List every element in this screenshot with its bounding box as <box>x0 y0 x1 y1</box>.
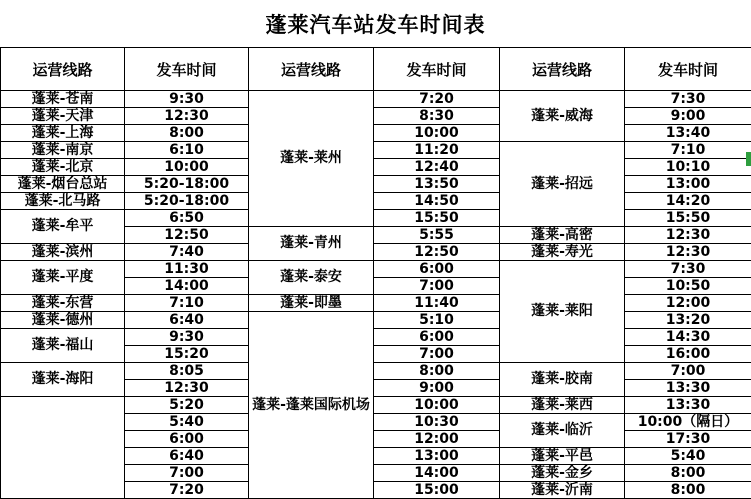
table-cell: 10:00（隔日） <box>625 414 751 431</box>
table-cell <box>1 397 125 499</box>
table-cell: 5:20-18:00 <box>125 176 249 193</box>
table-row <box>1 210 751 227</box>
table-cell: 12:30 <box>125 108 249 125</box>
table-cell: 蓬莱-上海 <box>1 125 125 142</box>
table-cell: 蓬莱-高密 <box>500 227 625 244</box>
table-cell: 7:20 <box>374 91 500 108</box>
table-cell: 14:30 <box>625 329 751 346</box>
table-cell: 10:00 <box>125 159 249 176</box>
table-cell: 10:00 <box>374 125 500 142</box>
table-cell: 蓬莱-莱州 <box>249 91 374 227</box>
table-cell: 13:30 <box>625 397 751 414</box>
table-cell: 12:30 <box>625 244 751 261</box>
table-cell: 6:00 <box>374 261 500 278</box>
table-cell: 15:20 <box>125 346 249 363</box>
table-cell: 蓬莱-德州 <box>1 312 125 329</box>
table-cell: 蓬莱-北马路 <box>1 193 125 210</box>
table-cell: 蓬莱-南京 <box>1 142 125 159</box>
table-row <box>1 193 751 210</box>
table-cell: 13:30 <box>625 380 751 397</box>
table-cell: 9:00 <box>374 380 500 397</box>
table-cell: 7:30 <box>625 261 751 278</box>
table-cell: 16:00 <box>625 346 751 363</box>
table-cell: 10:50 <box>625 278 751 295</box>
table-row <box>1 159 751 176</box>
table-cell: 14:00 <box>125 278 249 295</box>
table-cell: 蓬莱-泰安 <box>249 261 374 295</box>
table-row <box>1 397 751 414</box>
table-cell: 6:40 <box>125 312 249 329</box>
table-cell: 蓬莱-胶南 <box>500 363 625 397</box>
table-cell: 9:30 <box>125 91 249 108</box>
table-cell: 蓬莱-沂南 <box>500 482 625 499</box>
table-cell: 蓬莱-北京 <box>1 159 125 176</box>
table-cell: 15:00 <box>374 482 500 499</box>
table-cell: 蓬莱-莱西 <box>500 397 625 414</box>
table-cell: 13:00 <box>625 176 751 193</box>
table-row <box>1 329 751 346</box>
table-cell: 15:50 <box>374 210 500 227</box>
table-cell: 7:10 <box>125 295 249 312</box>
table-cell: 10:30 <box>374 414 500 431</box>
header-route-3: 运营线路 <box>500 48 625 91</box>
table-cell: 蓬莱-青州 <box>249 227 374 261</box>
table-cell: 12:00 <box>374 431 500 448</box>
table-cell: 12:40 <box>374 159 500 176</box>
table-cell: 8:05 <box>125 363 249 380</box>
table-cell: 14:20 <box>625 193 751 210</box>
table-cell: 7:00 <box>374 278 500 295</box>
table-cell: 8:00 <box>125 125 249 142</box>
table-cell: 6:00 <box>374 329 500 346</box>
table-cell: 13:20 <box>625 312 751 329</box>
table-cell: 7:20 <box>125 482 249 499</box>
table-row <box>1 125 751 142</box>
table-cell: 13:40 <box>625 125 751 142</box>
table-cell: 11:30 <box>125 261 249 278</box>
table-cell: 5:10 <box>374 312 500 329</box>
table-cell: 11:20 <box>374 142 500 159</box>
table-cell: 12:00 <box>625 295 751 312</box>
table-cell: 7:40 <box>125 244 249 261</box>
table-row <box>1 244 751 261</box>
table-cell: 蓬莱-烟台总站 <box>1 176 125 193</box>
table-cell: 6:00 <box>125 431 249 448</box>
table-cell: 13:00 <box>374 448 500 465</box>
table-cell: 17:30 <box>625 431 751 448</box>
timetable-body <box>1 91 751 499</box>
table-cell: 9:30 <box>125 329 249 346</box>
table-cell: 蓬莱-寿光 <box>500 244 625 261</box>
table-cell: 12:30 <box>625 227 751 244</box>
header-time-3: 发车时间 <box>625 48 751 91</box>
table-cell: 12:30 <box>125 380 249 397</box>
table-cell: 蓬莱-蓬莱国际机场 <box>249 312 374 499</box>
table-cell: 蓬莱-即墨 <box>249 295 374 312</box>
header-row <box>1 48 751 91</box>
cell-selection-marker <box>746 152 751 166</box>
table-cell: 8:00 <box>374 363 500 380</box>
table-cell: 蓬莱-金乡 <box>500 465 625 482</box>
header-route-1: 运营线路 <box>1 48 125 91</box>
table-cell: 蓬莱-平邑 <box>500 448 625 465</box>
table-cell: 12:50 <box>125 227 249 244</box>
table-cell: 5:20 <box>125 397 249 414</box>
table-row <box>1 176 751 193</box>
table-cell: 5:40 <box>125 414 249 431</box>
table-cell: 7:00 <box>374 346 500 363</box>
table-cell: 蓬莱-苍南 <box>1 91 125 108</box>
table-cell: 11:40 <box>374 295 500 312</box>
table-cell: 14:00 <box>374 465 500 482</box>
table-cell: 5:55 <box>374 227 500 244</box>
table-cell: 蓬莱-福山 <box>1 329 125 363</box>
table-cell: 14:50 <box>374 193 500 210</box>
table-row <box>1 363 751 380</box>
table-cell: 8:00 <box>625 465 751 482</box>
table-cell: 蓬莱-牟平 <box>1 210 125 244</box>
table-row <box>1 295 751 312</box>
table-cell: 蓬莱-招远 <box>500 142 625 227</box>
header-route-2: 运营线路 <box>249 48 374 91</box>
table-cell: 7:00 <box>625 363 751 380</box>
table-cell: 8:30 <box>374 108 500 125</box>
table-cell: 蓬莱-天津 <box>1 108 125 125</box>
table-cell: 15:50 <box>625 210 751 227</box>
table-row <box>1 91 751 108</box>
table-row <box>1 142 751 159</box>
table-cell: 6:10 <box>125 142 249 159</box>
table-cell: 10:10 <box>625 159 751 176</box>
table-cell: 12:50 <box>374 244 500 261</box>
table-cell: 13:50 <box>374 176 500 193</box>
table-cell: 蓬莱-莱阳 <box>500 261 625 363</box>
header-time-1: 发车时间 <box>125 48 249 91</box>
table-cell: 9:00 <box>625 108 751 125</box>
table-row <box>1 312 751 329</box>
header-time-2: 发车时间 <box>374 48 500 91</box>
table-cell: 7:10 <box>625 142 751 159</box>
table-cell: 7:30 <box>625 91 751 108</box>
table-cell: 5:40 <box>625 448 751 465</box>
table-cell: 蓬莱-威海 <box>500 91 625 142</box>
table-cell: 蓬莱-海阳 <box>1 363 125 397</box>
table-row <box>1 261 751 278</box>
departure-timetable <box>0 47 751 499</box>
page-title: 蓬莱汽车站发车时间表 <box>0 0 751 47</box>
table-cell: 蓬莱-东营 <box>1 295 125 312</box>
table-cell: 5:20-18:00 <box>125 193 249 210</box>
table-cell: 8:00 <box>625 482 751 499</box>
table-cell: 蓬莱-平度 <box>1 261 125 295</box>
table-cell: 7:00 <box>125 465 249 482</box>
table-cell: 蓬莱-滨州 <box>1 244 125 261</box>
table-cell: 蓬莱-临沂 <box>500 414 625 448</box>
table-cell: 6:40 <box>125 448 249 465</box>
table-row <box>1 108 751 125</box>
table-cell: 6:50 <box>125 210 249 227</box>
table-cell: 10:00 <box>374 397 500 414</box>
